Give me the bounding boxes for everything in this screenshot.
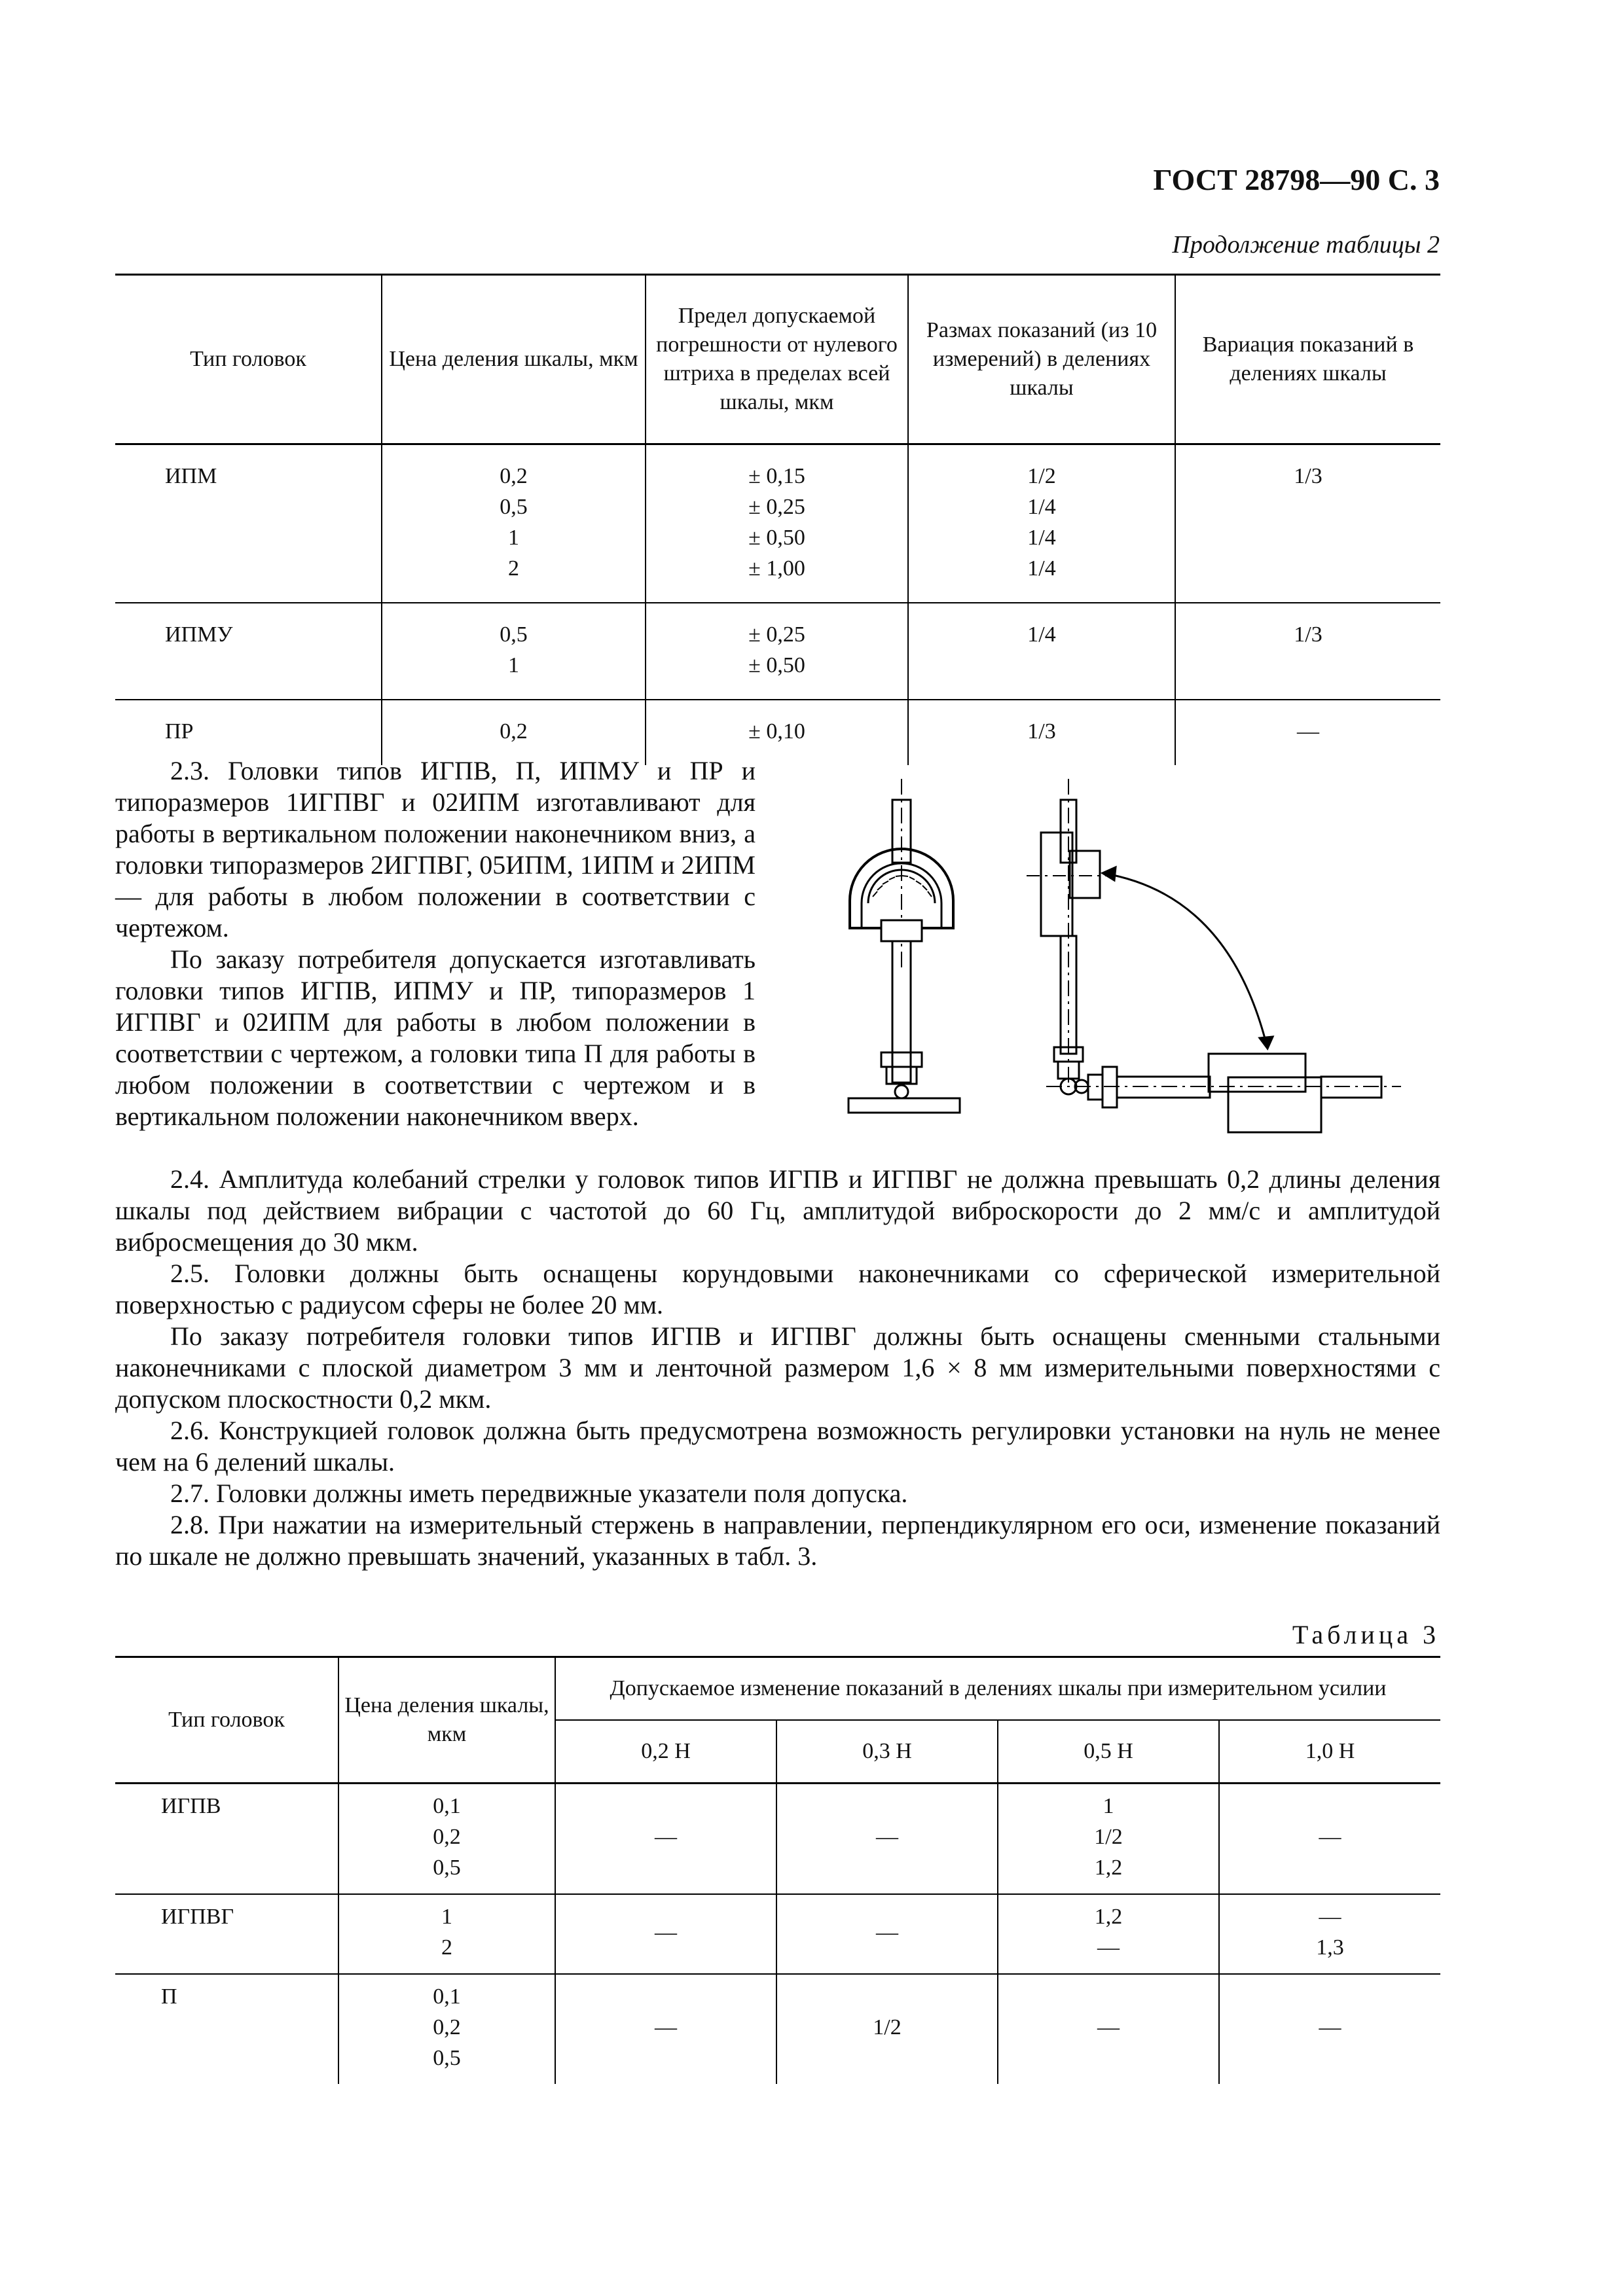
- force-header: 1,0 Н: [1219, 1720, 1440, 1784]
- table-cell: [998, 1974, 1219, 2084]
- cell-line: 0,2: [433, 2015, 461, 2039]
- cell-line: 0,5: [500, 622, 528, 647]
- cell-line: ± 0,50: [748, 526, 805, 550]
- table-cell: [115, 1784, 338, 1895]
- cell-line: 0,1: [433, 1794, 461, 1818]
- table-cell: [908, 603, 1175, 700]
- table-cell: [908, 700, 1175, 765]
- table-cell: [555, 1784, 776, 1895]
- column-header: Тип головок: [115, 275, 382, 444]
- table-continuation-caption: Продолжение таблицы 2: [1172, 231, 1440, 259]
- table-cell: [382, 603, 646, 700]
- base-plate: [848, 1098, 960, 1113]
- table-cell: [646, 603, 908, 700]
- table-cell: [338, 1784, 555, 1895]
- cell-line: 1/2: [1094, 1825, 1123, 1849]
- cell-line: —: [1319, 1825, 1341, 1849]
- paragraph: 2.3. Головки типов ИГПВ, П, ИПМУ и ПР и типоразмеров 1ИГПВГ и 02ИПМ изготавливают для работы в вертикальном положении наконечником вниз, а головки типоразмеров 2ИГПВГ, 05ИПМ, 1ИПМ и 2ИПМ — для работы в любом положении в соответствии с чертежом.: [115, 756, 756, 942]
- cell-line: —: [876, 1825, 898, 1849]
- table-cell: [646, 444, 908, 603]
- column-header: Цена деления шкалы, мкм: [382, 275, 646, 444]
- paragraph: 2.8. При нажатии на измерительный стержень в направлении, перпендикулярном его оси, изменение показаний по шкале не должно превышать значений, указанных в табл. 3.: [115, 1510, 1440, 1571]
- force-header: 0,5 Н: [998, 1720, 1219, 1784]
- table-3: [115, 1656, 1440, 2084]
- cell-line: —: [1297, 719, 1319, 744]
- table-cell: [115, 1894, 338, 1974]
- cell-line: 1/4: [1027, 556, 1056, 581]
- paragraph: 2.5. Головки должны быть оснащены корундовыми наконечниками со сферической измерительной поверхностью с радиусом сферы не более 20 мм.: [115, 1259, 1440, 1319]
- column-header: Размах показаний (из 10 измерений) в делениях шкалы: [908, 275, 1175, 444]
- cell-line: П: [161, 1984, 177, 2009]
- cell-line: 0,1: [433, 1984, 461, 2009]
- cell-line: 0,2: [500, 464, 528, 488]
- paragraph: По заказу потребителя головки типов ИГПВ и ИГПВГ должны быть оснащены сменными стальными наконечниками с плоской диаметром 3 мм и ленточной размером 1,6 × 8 мм измерительными поверхностями с допуском плоскостности 0,2 мкм.: [115, 1321, 1440, 1414]
- cell-line: 2: [508, 556, 519, 581]
- table-cell: [382, 444, 646, 603]
- column-header: Тип головок: [115, 1657, 338, 1784]
- cell-line: —: [1319, 1905, 1341, 1929]
- table-cell: [338, 1894, 555, 1974]
- cell-line: 0,5: [433, 2046, 461, 2070]
- cell-line: —: [1319, 2015, 1341, 2039]
- cell-line: —: [876, 1920, 898, 1945]
- table-row: [115, 1894, 1440, 1974]
- table-cell: [115, 1974, 338, 2084]
- column-header: Цена деления шкалы, мкм: [338, 1657, 555, 1784]
- cell-line: ИПМУ: [165, 622, 233, 647]
- paragraph: 2.6. Конструкцией головок должна быть предусмотрена возможность регулировки установки на нуль не менее чем на 6 делений шкалы.: [115, 1416, 1440, 1477]
- cell-line: 1/3: [1294, 464, 1322, 488]
- cell-line: 1,3: [1316, 1935, 1344, 1960]
- table-cell: [115, 444, 382, 603]
- cell-line: —: [1097, 1935, 1120, 1960]
- column-group-header: Допускаемое изменение показаний в делениях шкалы при измерительном усилии: [555, 1657, 1440, 1721]
- column-header: Вариация показаний в делениях шкалы: [1175, 275, 1440, 444]
- cell-line: 1,2: [1094, 1856, 1123, 1880]
- table-cell: [998, 1894, 1219, 1974]
- measuring-heads-diagram: [837, 779, 1401, 1145]
- cell-line: ПР: [165, 719, 194, 744]
- vertical-head-drawing: [848, 779, 960, 1113]
- wrapped-text-block: [115, 755, 756, 1132]
- cell-line: ± 0,15: [748, 464, 805, 488]
- table-header-row: [115, 1657, 1440, 1721]
- paragraph: По заказу потребителя допускается изготавливать головки типов ИГПВ, ИПМУ и ПР, типоразмеров 1 ИГПВГ и 02ИПМ для работы в любом положении в соответствии с чертежом, а головки типа П для работы в любом положении в соответствии с чертежом и в вертикальном положении наконечником вверх.: [115, 944, 756, 1131]
- table-3-caption: Таблица 3: [1292, 1620, 1440, 1649]
- cell-line: 1/4: [1027, 526, 1056, 550]
- cell-line: 1: [508, 526, 519, 550]
- table-cell: [776, 1784, 998, 1895]
- table-cell: [1175, 700, 1440, 765]
- cell-line: 1: [441, 1905, 452, 1929]
- table-cell: [1175, 444, 1440, 603]
- paragraph: 2.4. Амплитуда колебаний стрелки у головок типов ИГПВ и ИГПВГ не должна превышать 0,2 длины деления шкалы под действием вибрации с частотой до 60 Гц, амплитудой виброскорости до 2 мм/с и амплитудой вибросмещения до 30 мкм.: [115, 1164, 1440, 1257]
- cell-line: 1: [508, 653, 519, 677]
- cell-line: 0,5: [433, 1856, 461, 1880]
- cell-line: 0,2: [433, 1825, 461, 1849]
- table-cell: [776, 1894, 998, 1974]
- force-header: 0,2 Н: [555, 1720, 776, 1784]
- cell-line: —: [1097, 2015, 1120, 2039]
- table-cell: [1175, 603, 1440, 700]
- cell-line: 1: [1103, 1794, 1114, 1818]
- cell-line: ИПМ: [165, 464, 217, 488]
- cell-line: 0,5: [500, 495, 528, 519]
- cell-line: —: [655, 1825, 677, 1849]
- cell-line: 1,2: [1094, 1905, 1123, 1929]
- cell-line: ИГПВ: [161, 1794, 221, 1818]
- cell-line: 1/4: [1027, 622, 1056, 647]
- cell-line: 0,2: [500, 719, 528, 744]
- table-row: [115, 444, 1440, 603]
- cell-line: 1/2: [873, 2015, 902, 2039]
- table-cell: [555, 1894, 776, 1974]
- cell-line: 1/4: [1027, 495, 1056, 519]
- cell-line: 1/2: [1027, 464, 1056, 488]
- cell-line: ± 0,25: [748, 622, 805, 647]
- cell-line: —: [655, 1920, 677, 1945]
- rotatable-head-drawing: [1027, 779, 1401, 1132]
- table-cell: [908, 444, 1175, 603]
- cell-line: ± 0,50: [748, 653, 805, 677]
- table-row: [115, 1784, 1440, 1895]
- table-row: [115, 603, 1440, 700]
- cell-line: ± 0,25: [748, 495, 805, 519]
- side-dial: [1041, 833, 1072, 936]
- table-cell: [1219, 1784, 1440, 1895]
- force-header: 0,3 Н: [776, 1720, 998, 1784]
- table-cell: [776, 1974, 998, 2084]
- table-cell: [1219, 1894, 1440, 1974]
- cell-line: —: [655, 2015, 677, 2039]
- table-row: [115, 1974, 1440, 2084]
- table-2-continuation: [115, 274, 1440, 765]
- main-text-block: [115, 1164, 1440, 1572]
- cell-line: ± 0,10: [748, 719, 805, 744]
- cell-line: 1/3: [1294, 622, 1322, 647]
- column-header: Предел допускаемой погрешности от нулевого штриха в пределах всей шкалы, мкм: [646, 275, 908, 444]
- rotation-arrow: [1103, 873, 1267, 1049]
- table-cell: [115, 603, 382, 700]
- table-cell: [1219, 1974, 1440, 2084]
- cell-line: ± 1,00: [748, 556, 805, 581]
- paragraph: 2.7. Головки должны иметь передвижные указатели поля допуска.: [170, 1479, 908, 1508]
- page-header: ГОСТ 28798—90 С. 3: [1153, 163, 1440, 196]
- table-cell: [555, 1974, 776, 2084]
- table-cell: [338, 1974, 555, 2084]
- table-header-row: [115, 275, 1440, 444]
- cell-line: 1/3: [1027, 719, 1056, 744]
- table-cell: [998, 1784, 1219, 1895]
- cell-line: ИГПВГ: [161, 1905, 234, 1929]
- cell-line: 2: [441, 1935, 452, 1960]
